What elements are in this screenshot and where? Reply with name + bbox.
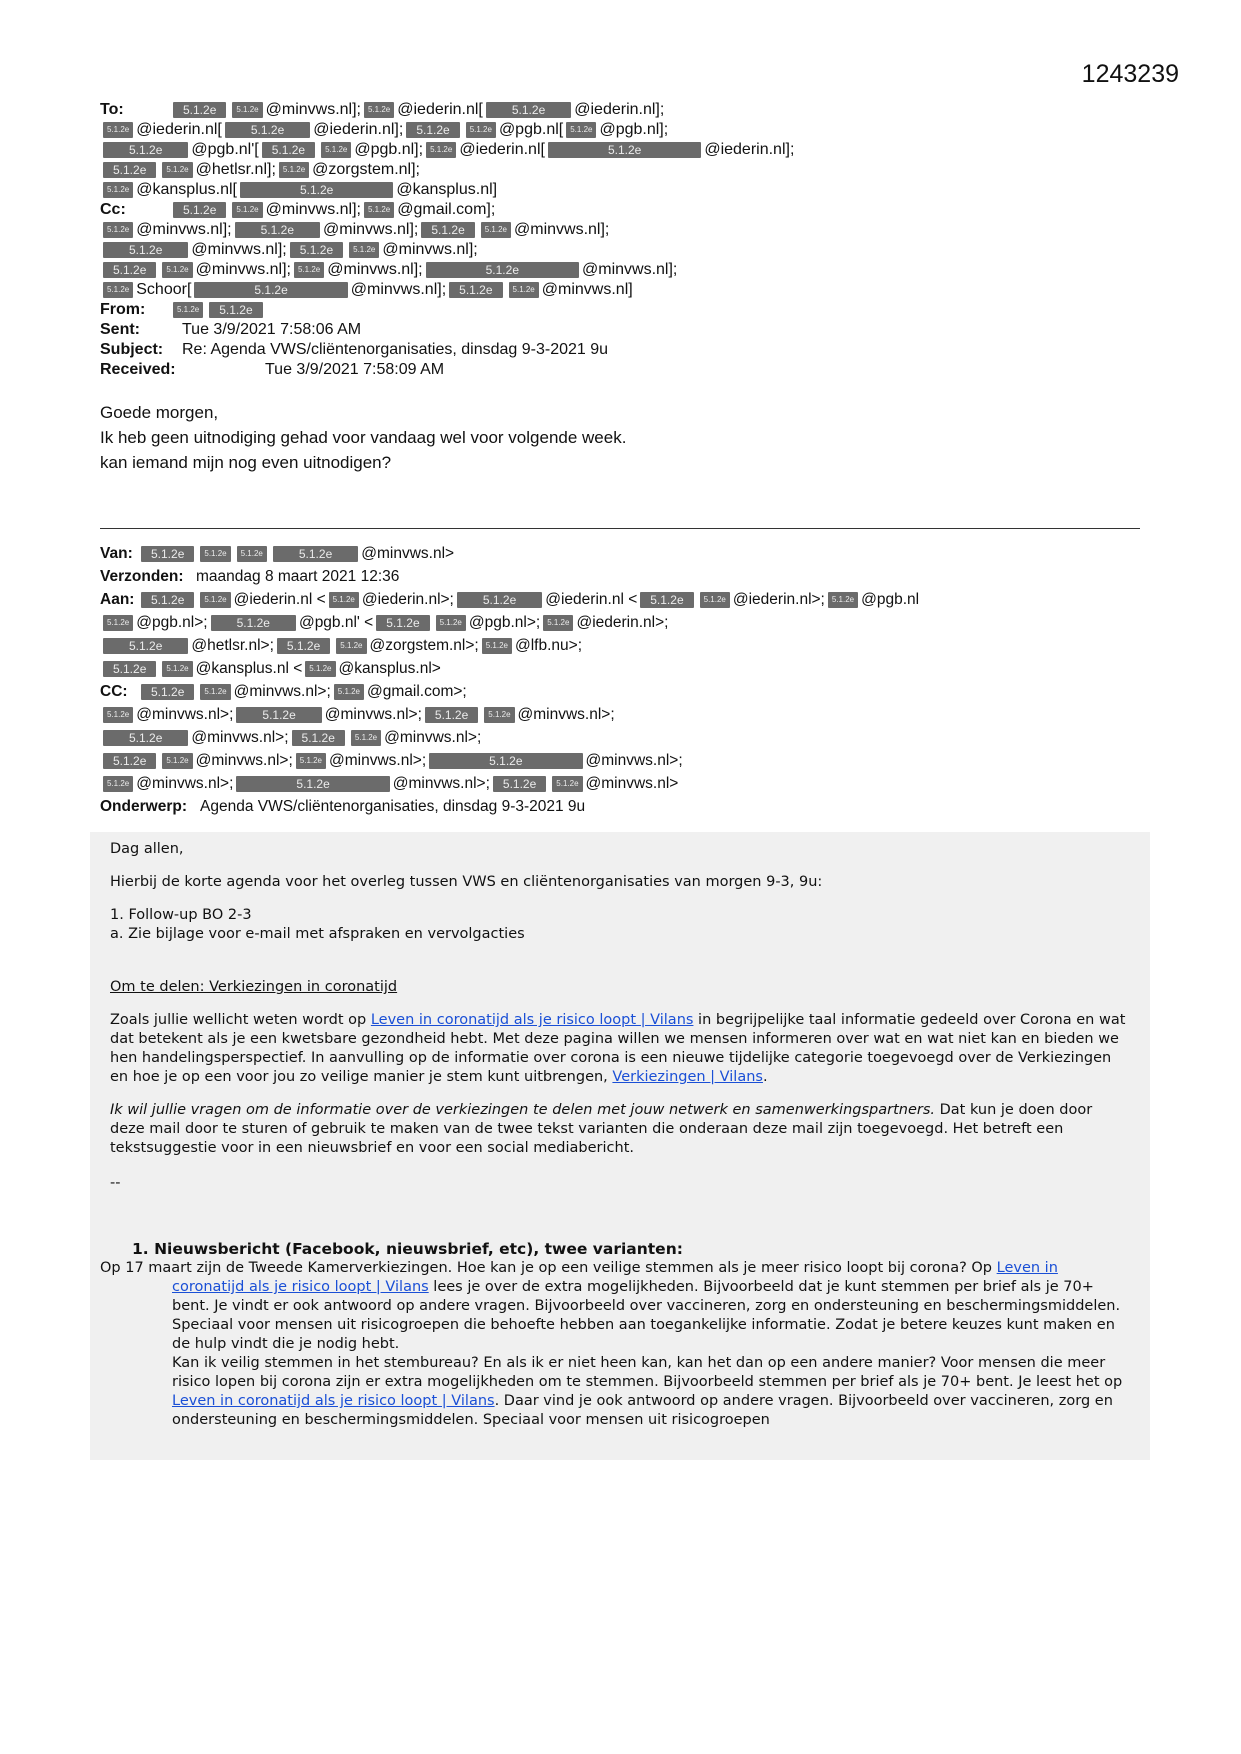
redaction-box: 5.1.2e xyxy=(426,142,456,158)
redaction-box: 5.1.2e xyxy=(700,592,730,608)
header-text: @pgb.nl>; xyxy=(468,614,541,631)
redaction-box: 5.1.2e xyxy=(262,142,315,158)
field-label: Verzonden: xyxy=(100,568,184,585)
header-text: Re: Agenda VWS/cliëntenorganisaties, dinsdag 9-3-2021 9u xyxy=(182,341,609,358)
field-label: Sent: xyxy=(100,321,140,338)
email-header-original xyxy=(100,542,1140,818)
news-heading: 1. Nieuwsbericht (Facebook, nieuwsbrief, etc), twee varianten: xyxy=(132,1240,683,1258)
redaction-box: 5.1.2e xyxy=(321,142,351,158)
header-line xyxy=(100,200,1140,220)
redaction-box: 5.1.2e xyxy=(103,142,188,158)
header-line xyxy=(100,340,1140,360)
redaction-box: 5.1.2e xyxy=(103,776,133,792)
redaction-box: 5.1.2e xyxy=(103,615,133,631)
header-text: @iederin.nl[ xyxy=(459,141,545,158)
redaction-box: 5.1.2e xyxy=(351,730,381,746)
redaction-box: 5.1.2e xyxy=(141,546,194,562)
redaction-box: 5.1.2e xyxy=(273,546,358,562)
header-line xyxy=(100,260,1140,280)
header-text: @kansplus.nl[ xyxy=(136,181,237,198)
redaction-box: 5.1.2e xyxy=(493,776,546,792)
header-text: @zorgstem.nl]; xyxy=(312,161,420,178)
redaction-box: 5.1.2e xyxy=(225,122,310,138)
redaction-box: 5.1.2e xyxy=(457,592,542,608)
header-text: @pgb.nl' < xyxy=(298,614,374,631)
header-text: @minvws.nl]; xyxy=(191,241,287,258)
header-line xyxy=(100,795,1140,818)
header-line xyxy=(100,634,1140,657)
header-line xyxy=(100,240,1140,260)
header-text: @minvws.nl>; xyxy=(329,752,427,769)
intro: Hierbij de korte agenda voor het overleg tussen VWS en cliëntenorganisaties van morgen 9-3, 9u: xyxy=(110,874,823,890)
header-text: @pgb.nl]; xyxy=(599,121,669,138)
header-text: Tue 3/9/2021 7:58:09 AM xyxy=(265,361,445,378)
header-text: @kansplus.nl < xyxy=(195,660,303,677)
request-text: Ik wil jullie vragen om de informatie over de verkiezingen te delen met jouw netwerk en samenwerkingspartners. xyxy=(110,1102,935,1118)
redaction-box: 5.1.2e xyxy=(232,202,262,218)
text: . xyxy=(762,1069,768,1085)
header-line xyxy=(100,300,1140,320)
redaction-box: 5.1.2e xyxy=(481,222,511,238)
redaction-box: 5.1.2e xyxy=(640,592,693,608)
header-text: @hetlsr.nl]; xyxy=(195,161,276,178)
redaction-box: 5.1.2e xyxy=(277,638,330,654)
header-text: @minvws.nl>; xyxy=(191,729,289,746)
redaction-box: 5.1.2e xyxy=(406,122,459,138)
redaction-box: 5.1.2e xyxy=(548,142,701,158)
header-line xyxy=(100,565,1140,588)
redaction-box: 5.1.2e xyxy=(103,182,133,198)
reply-line: Ik heb geen uitnodiging gehad voor vandaag wel voor volgende week. xyxy=(100,428,627,447)
header-text: @iederin.nl>; xyxy=(361,591,454,608)
header-text: @iederin.nl < xyxy=(545,591,638,608)
redaction-box: 5.1.2e xyxy=(200,684,230,700)
redaction-box: 5.1.2e xyxy=(364,102,394,118)
header-line xyxy=(100,320,1140,340)
news-paragraph-1 xyxy=(100,1259,1130,1354)
header-text: Tue 3/9/2021 7:58:06 AM xyxy=(182,321,362,338)
redaction-box: 5.1.2e xyxy=(294,262,324,278)
reply-message xyxy=(100,400,626,475)
header-text: @iederin.nl]; xyxy=(574,101,665,118)
header-text: @minvws.nl]; xyxy=(350,281,447,298)
header-text: @iederin.nl]; xyxy=(313,121,404,138)
header-text: Schoor[ xyxy=(136,281,192,298)
header-line xyxy=(100,703,1140,726)
header-line xyxy=(100,360,1140,380)
field-label: Received: xyxy=(100,361,176,378)
header-text: @minvws.nl] xyxy=(541,281,633,298)
field-label: Subject: xyxy=(100,341,164,358)
header-line xyxy=(100,749,1140,772)
email-header-reply xyxy=(100,100,1140,380)
redaction-box: 5.1.2e xyxy=(103,162,156,178)
redaction-box: 5.1.2e xyxy=(449,282,502,298)
header-text: @minvws.nl]; xyxy=(195,261,291,278)
header-line xyxy=(100,180,1140,200)
header-line xyxy=(100,220,1140,240)
header-text: @iederin.nl>; xyxy=(732,591,825,608)
redaction-box: 5.1.2e xyxy=(364,202,394,218)
header-line xyxy=(100,160,1140,180)
field-label: From: xyxy=(100,301,146,318)
redaction-box: 5.1.2e xyxy=(162,753,192,769)
redaction-box: 5.1.2e xyxy=(425,707,478,723)
header-text: @minvws.nl>; xyxy=(195,752,293,769)
header-text: @minvws.nl> xyxy=(585,775,679,792)
header-line xyxy=(100,140,1140,160)
redaction-box: 5.1.2e xyxy=(292,730,345,746)
redaction-box: 5.1.2e xyxy=(103,242,188,258)
news-section xyxy=(100,1240,1130,1430)
redaction-box: 5.1.2e xyxy=(290,242,343,258)
header-text: @zorgstem.nl>; xyxy=(369,637,479,654)
header-text: @minvws.nl>; xyxy=(233,683,331,700)
original-message-body xyxy=(110,840,1130,1193)
header-text: @minvws.nl]; xyxy=(327,261,423,278)
field-label: Onderwerp: xyxy=(100,798,187,815)
share-heading: Om te delen: Verkiezingen in coronatijd xyxy=(110,979,398,995)
field-label: To: xyxy=(100,101,124,118)
header-line xyxy=(100,611,1140,634)
redaction-box: 5.1.2e xyxy=(194,282,347,298)
header-line xyxy=(100,680,1140,703)
redaction-box: 5.1.2e xyxy=(236,776,389,792)
field-label: Aan: xyxy=(100,591,135,608)
header-line xyxy=(100,772,1140,795)
header-text: @gmail.com]; xyxy=(397,201,496,218)
redaction-box: 5.1.2e xyxy=(482,638,512,654)
redaction-box: 5.1.2e xyxy=(237,546,267,562)
header-text: @lfb.nu>; xyxy=(514,637,582,654)
redaction-box: 5.1.2e xyxy=(173,202,226,218)
redaction-box: 5.1.2e xyxy=(429,753,582,769)
header-text: @iederin.nl < xyxy=(233,591,326,608)
header-text: @pgb.nl[ xyxy=(498,121,564,138)
redaction-box: 5.1.2e xyxy=(232,102,262,118)
document-id: 1243239 xyxy=(1081,60,1179,88)
divider xyxy=(100,528,1140,529)
redaction-box: 5.1.2e xyxy=(235,222,320,238)
redaction-box: 5.1.2e xyxy=(162,262,192,278)
separator: -- xyxy=(110,1175,121,1191)
redaction-box: 5.1.2e xyxy=(305,661,335,677)
header-text: @minvws.nl]; xyxy=(323,221,419,238)
header-text: @pgb.nl]; xyxy=(354,141,424,158)
header-line xyxy=(100,542,1140,565)
header-text: @kansplus.nl] xyxy=(396,181,498,198)
redaction-box: 5.1.2e xyxy=(236,707,321,723)
header-text: @iederin.nl>; xyxy=(576,614,669,631)
text: in begrijpelijke taal informatie gedeeld over Corona en wat dat betekent als je een kwetsbare gezondheid hebt. Met deze pagina willen we mensen informeren over wat en wat niet kan en bieden we hen handelingsperspectief. In aanvulling op de informatie over corona is een nieuwe tijdelijke categorie toegevoegd over de Verkiezingen en hoe je op een voor jou zo veilige manier je stem kunt uitbrengen, xyxy=(110,1012,1126,1085)
header-text: @minvws.nl>; xyxy=(517,706,615,723)
redaction-box: 5.1.2e xyxy=(486,102,571,118)
redaction-box: 5.1.2e xyxy=(200,592,230,608)
vilans-link-3[interactable]: Leven in coronatijd als je risico loopt | Vilans xyxy=(172,1393,495,1409)
redaction-box: 5.1.2e xyxy=(334,684,364,700)
header-text: @pgb.nl xyxy=(861,591,920,608)
redaction-box: 5.1.2e xyxy=(552,776,582,792)
redaction-box: 5.1.2e xyxy=(103,753,156,769)
reply-line: kan iemand mijn nog even uitnodigen? xyxy=(100,453,392,472)
text: . Daar vind je ook antwoord op andere vragen. Bijvoorbeeld over vaccineren, zorg en ondersteuning en beschermingsmiddelen. Speciaal voor mensen uit risicogroepen xyxy=(172,1393,1113,1428)
redaction-box: 5.1.2e xyxy=(426,262,579,278)
header-line xyxy=(100,726,1140,749)
redaction-box: 5.1.2e xyxy=(543,615,573,631)
redaction-box: 5.1.2e xyxy=(162,162,192,178)
vilans-link[interactable]: Leven in coronatijd als je risico loopt | Vilans xyxy=(370,1012,694,1028)
header-line xyxy=(100,588,1140,611)
field-label: Cc: xyxy=(100,201,126,218)
header-line xyxy=(100,657,1140,680)
header-line xyxy=(100,100,1140,120)
header-text: @pgb.nl'[ xyxy=(191,141,259,158)
vilans-link-2[interactable]: Leven in coronatijd als je risico loopt | Vilans xyxy=(172,1260,1058,1295)
redaction-box: 5.1.2e xyxy=(103,262,156,278)
header-text: @kansplus.nl> xyxy=(338,660,441,677)
redaction-box: 5.1.2e xyxy=(509,282,539,298)
paragraph-1 xyxy=(110,1011,1130,1087)
redaction-box: 5.1.2e xyxy=(240,182,393,198)
header-text: @minvws.nl>; xyxy=(585,752,683,769)
header-text: @gmail.com>; xyxy=(367,683,467,700)
redaction-box: 5.1.2e xyxy=(162,661,192,677)
redaction-box: 5.1.2e xyxy=(828,592,858,608)
redaction-box: 5.1.2e xyxy=(103,730,188,746)
redaction-box: 5.1.2e xyxy=(103,707,133,723)
header-text: @hetlsr.nl>; xyxy=(191,637,274,654)
redaction-box: 5.1.2e xyxy=(349,242,379,258)
reply-line: Goede morgen, xyxy=(100,403,219,422)
header-text: @minvws.nl>; xyxy=(136,775,234,792)
header-text: @iederin.nl[ xyxy=(136,121,222,138)
header-line xyxy=(100,120,1140,140)
header-text: @minvws.nl>; xyxy=(384,729,482,746)
field-label: Van: xyxy=(100,545,133,562)
redaction-box: 5.1.2e xyxy=(103,222,133,238)
redaction-box: 5.1.2e xyxy=(336,638,366,654)
text: Dat kun je doen door deze mail door te sturen of gebruik te maken van de twee tekst varianten die onderaan deze mail zijn toegevoegd. Het betreft een tekstsuggestie voor in een nieuwsbrief en voor een social mediabericht. xyxy=(110,1102,1093,1156)
header-text: @minvws.nl]; xyxy=(136,221,232,238)
paragraph-2 xyxy=(110,1101,1130,1158)
redaction-box: 5.1.2e xyxy=(103,122,133,138)
redaction-box: 5.1.2e xyxy=(296,753,326,769)
text: Zoals jullie wellicht weten wordt op xyxy=(110,1012,371,1028)
header-line xyxy=(100,280,1140,300)
redaction-box: 5.1.2e xyxy=(103,661,156,677)
news-paragraph-2 xyxy=(100,1354,1130,1430)
redaction-box: 5.1.2e xyxy=(103,282,133,298)
header-text: Agenda VWS/cliëntenorganisaties, dinsdag 9-3-2021 9u xyxy=(200,798,586,815)
agenda-item: 1. Follow-up BO 2-3 xyxy=(110,907,252,923)
header-text: @minvws.nl]; xyxy=(265,201,361,218)
redaction-box: 5.1.2e xyxy=(103,638,188,654)
redaction-box: 5.1.2e xyxy=(173,302,203,318)
redaction-box: 5.1.2e xyxy=(141,684,194,700)
redaction-box: 5.1.2e xyxy=(141,592,194,608)
greeting: Dag allen, xyxy=(110,841,184,857)
redaction-box: 5.1.2e xyxy=(566,122,596,138)
header-text: @minvws.nl> xyxy=(361,545,455,562)
header-text: @iederin.nl]; xyxy=(704,141,795,158)
header-text: @minvws.nl]; xyxy=(382,241,478,258)
redaction-box: 5.1.2e xyxy=(421,222,474,238)
text: Op 17 maart zijn de Tweede Kamerverkiezingen. Hoe kan je op een veilige stemmen als je meer risico loopt bij corona? Op xyxy=(100,1260,997,1276)
header-text: @minvws.nl]; xyxy=(514,221,610,238)
redaction-box: 5.1.2e xyxy=(200,546,230,562)
header-text: @iederin.nl[ xyxy=(397,101,483,118)
header-text: @minvws.nl>; xyxy=(324,706,422,723)
text: Kan ik veilig stemmen in het stembureau? En als ik er niet heen kan, kan het dan op een andere manier? Voor mensen die meer risico lopen bij corona zijn er extra mogelijkheden om te stemmen. Bijvoorbeeld stemmen per brief als je 70+ bent. Je leest het op xyxy=(172,1355,1123,1390)
redaction-box: 5.1.2e xyxy=(329,592,359,608)
redaction-box: 5.1.2e xyxy=(279,162,309,178)
header-text: @minvws.nl]; xyxy=(582,261,678,278)
agenda-subitem: a. Zie bijlage voor e-mail met afspraken en vervolgacties xyxy=(110,926,525,942)
redaction-box: 5.1.2e xyxy=(466,122,496,138)
header-text: @pgb.nl>; xyxy=(136,614,208,631)
field-label: CC: xyxy=(100,683,128,700)
text: lees je over de extra mogelijkheden. Bijvoorbeeld dat je kunt stemmen per brief als je 70+ bent. Je vindt er ook antwoord op andere vragen. Bijvoorbeeld over vaccineren, zorg en ondersteuning en beschermingsmiddelen. Speciaal voor mensen uit risicogroepen die behoefte hebben aan toegankelijke informatie. Zodat je betere keuzes kunt maken en de hulp vindt die je nodig hebt. xyxy=(172,1279,1121,1352)
redaction-box: 5.1.2e xyxy=(484,707,514,723)
redaction-box: 5.1.2e xyxy=(211,615,296,631)
verkiezingen-link[interactable]: Verkiezingen | Vilans xyxy=(612,1069,763,1085)
redaction-box: 5.1.2e xyxy=(376,615,429,631)
redaction-box: 5.1.2e xyxy=(209,302,262,318)
header-text: @minvws.nl>; xyxy=(136,706,234,723)
header-text: @minvws.nl>; xyxy=(392,775,490,792)
header-text: maandag 8 maart 2021 12:36 xyxy=(196,568,400,585)
redaction-box: 5.1.2e xyxy=(173,102,226,118)
redaction-box: 5.1.2e xyxy=(436,615,466,631)
header-text: @minvws.nl]; xyxy=(265,101,361,118)
